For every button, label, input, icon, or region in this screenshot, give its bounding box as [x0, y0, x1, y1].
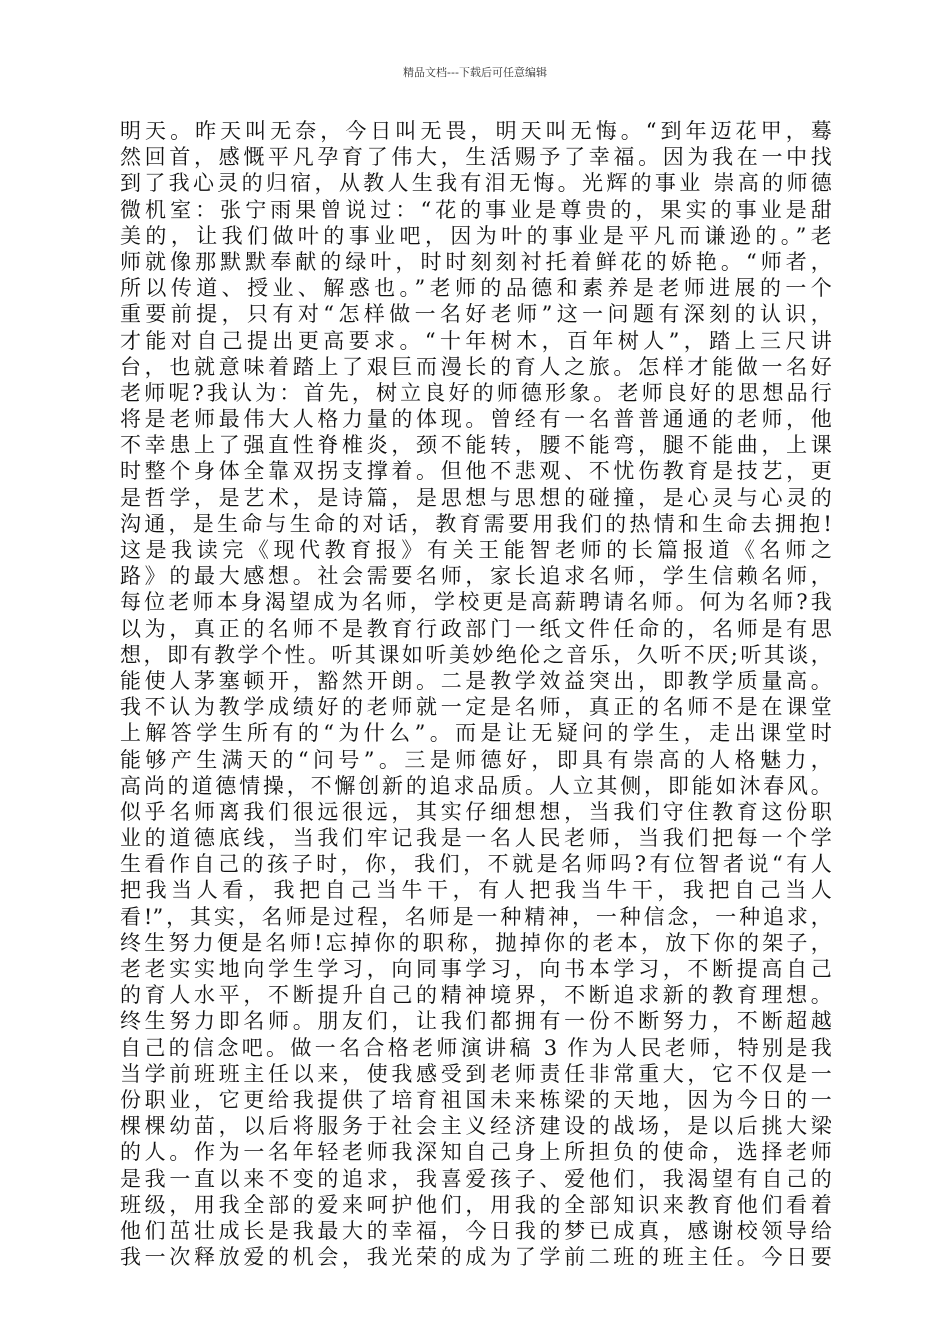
- text-line: 沟通，是生命与生命的对话，教育需要用我们的热情和生命去拥抱!: [120, 511, 832, 536]
- text-line: 老老实实地向学生学习，向同事学习，向书本学习，不断提高自己: [120, 957, 832, 981]
- text-line: 的人。作为一名年轻老师我深知自己身上所担负的使命，选择老师: [120, 1140, 832, 1165]
- text-line: 我一次释放爱的机会，我光荣的成为了学前二班的班主任。今日要: [120, 1245, 832, 1270]
- text-line: 每位老师本身渴望成为名师，学校更是高薪聘请名师。何为名师?我: [120, 590, 832, 615]
- text-line: 台，也就意味着踏上了艰巨而漫长的育人之旅。怎样才能做一名好: [120, 354, 832, 379]
- text-line: 班级，用我全部的爱来呵护他们，用我的全部知识来教育他们看着: [120, 1192, 832, 1217]
- text-line: 当学前班班主任以来，使我感受到老师责任非常重大，它不仅是一: [120, 1061, 832, 1086]
- document-body: [120, 118, 832, 1270]
- page-header: 精品文档---下载后可任意编辑: [403, 66, 547, 79]
- text-line: 棵棵幼苗，以后将服务于社会主义经济建设的战场，是以后挑大梁: [120, 1114, 832, 1139]
- text-line: 师就像那默默奉献的绿叶，时时刻刻衬托着鲜花的娇艳。“师者，: [120, 249, 832, 274]
- text-line: 重要前提，只有对“怎样做一名好老师”这一问题有深刻的认识，: [120, 302, 832, 327]
- text-line: 终生努力即名师。朋友们，让我们都拥有一份不断努力，不断超越: [120, 1009, 832, 1034]
- text-line: 是我一直以来不变的追求，我喜爱孩子、爱他们，我渴望有自己的: [120, 1166, 832, 1191]
- text-line: 到了我心灵的归宿，从教人生我有泪无悔。光辉的事业 崇高的师德: [120, 171, 832, 196]
- text-line: 份职业，它更给我提供了培育祖国未来栋梁的天地，因为今日的一: [120, 1087, 832, 1112]
- text-line: 不幸患上了强直性脊椎炎，颈不能转，腰不能弯，腿不能曲，上课: [120, 433, 832, 458]
- text-line: 是哲学，是艺术，是诗篇，是思想与思想的碰撞，是心灵与心灵的: [120, 485, 832, 510]
- text-line: 看!”，其实，名师是过程，名师是一种精神，一种信念，一种追求，: [120, 904, 832, 929]
- text-line: 以为，真正的名师不是教育行政部门一纸文件任命的，名师是有思: [120, 616, 832, 641]
- text-line: 想，即有教学个性。听其课如听美妙绝伦之音乐，久听不厌;听其谈，: [120, 642, 832, 667]
- text-line: 高尚的道德情操，不懈创新的追求品质。人立其侧，即能如沐春风。: [120, 773, 832, 798]
- text-line: 这是我读完《现代教育报》有关王能智老师的长篇报道《名师之: [120, 538, 832, 562]
- text-line: 路》的最大感想。社会需要名师，家长追求名师，学生信赖名师，: [120, 564, 832, 589]
- text-line: 上解答学生所有的“为什么”。而是让无疑问的学生，走出课堂时: [120, 721, 832, 746]
- text-line: 我不认为教学成绩好的老师就一定是名师，真正的名师不是在课堂: [120, 695, 832, 720]
- text-line: 所以传道、授业、解惑也。”老师的品德和素养是老师进展的一个: [120, 276, 832, 301]
- text-line: 自己的信念吧。做一名合格老师演讲稿 3 作为人民老师，特别是我: [120, 1035, 832, 1060]
- text-line: 微机室：张宁雨果曾说过：“花的事业是尊贵的，果实的事业是甜: [120, 197, 832, 222]
- text-line: 能使人茅塞顿开，豁然开朗。二是教学效益突出，即教学质量高。: [120, 668, 832, 693]
- text-line: 能够产生满天的“问号”。三是师德好，即具有崇高的人格魅力，: [120, 747, 832, 772]
- text-line: 明天。昨天叫无奈，今日叫无畏，明天叫无悔。“到年迈花甲，蓦: [120, 119, 832, 143]
- text-line: 老师呢?我认为：首先，树立良好的师德形象。老师良好的思想品行: [120, 380, 832, 405]
- text-line: 终生努力便是名师!忘掉你的职称，抛掉你的老本，放下你的架子，: [120, 930, 832, 955]
- text-line: 他们茁壮成长是我最大的幸福，今日我的梦已成真，感谢校领导给: [120, 1218, 832, 1243]
- text-line: 的育人水平，不断提升自己的精神境界，不断追求新的教育理想。: [120, 983, 832, 1008]
- text-line: 才能对自己提出更高要求。“十年树木，百年树人”，踏上三尺讲: [120, 328, 832, 353]
- text-line: 时整个身体全靠双拐支撑着。但他不悲观、不忧伤教育是技艺，更: [120, 459, 832, 484]
- text-line: 然回首，感慨平凡孕育了伟大，生活赐予了幸福。因为我在一中找: [120, 145, 832, 170]
- text-line: 业的道德底线，当我们牢记我是一名人民老师，当我们把每一个学: [120, 826, 832, 851]
- text-line: 生看作自己的孩子时，你，我们，不就是名师吗?有位智者说“有人: [120, 852, 832, 877]
- text-line: 似乎名师离我们很远很远，其实仔细想想，当我们守住教育这份职: [120, 799, 832, 824]
- text-line: 把我当人看，我把自己当牛干，有人把我当牛干，我把自己当人: [120, 878, 832, 903]
- text-line: 将是老师最伟大人格力量的体现。曾经有一名普普通通的老师，他: [120, 407, 832, 432]
- text-line: 美的，让我们做叶的事业吧，因为叶的事业是平凡而谦逊的。”老: [120, 223, 832, 248]
